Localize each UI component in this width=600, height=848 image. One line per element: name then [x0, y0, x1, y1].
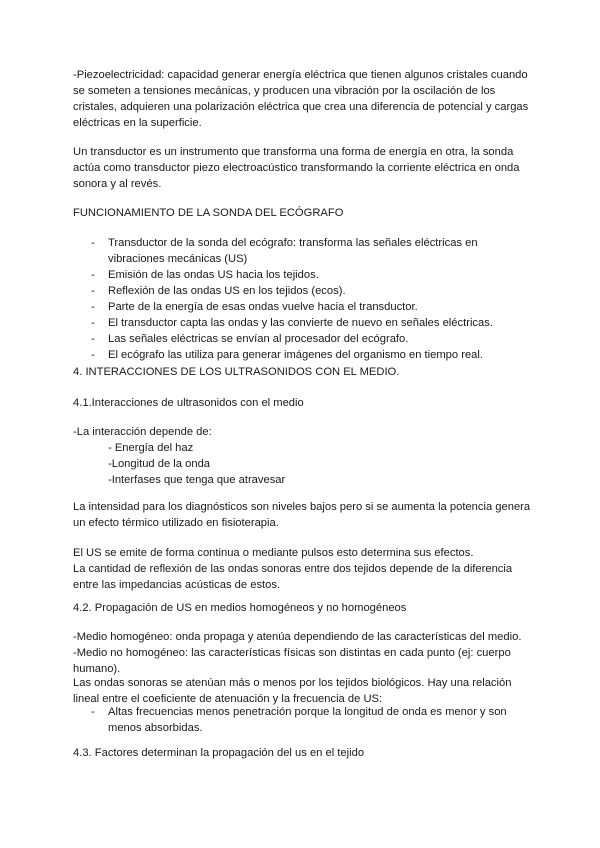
heading-funcionamiento: FUNCIONAMIENTO DE LA SONDA DEL ECÓGRAFO — [73, 207, 344, 219]
list-item — [73, 347, 533, 363]
bullet-dash: - — [91, 333, 95, 345]
bullet-dash: - — [91, 317, 95, 329]
bullet-dash: - — [91, 301, 95, 313]
list-item-text: Parte de la energía de esas ondas vuelve hacia el transductor. — [108, 301, 418, 313]
list-item — [73, 299, 533, 315]
heading-4-2: 4.2. Propagación de US en medios homogéneos y no homogéneos — [73, 602, 407, 614]
bullet-dash: - — [91, 285, 95, 297]
bullet-dash: - — [91, 706, 95, 718]
heading-4-3: 4.3. Factores determinan la propagación del us en el tejido — [73, 747, 365, 759]
heading-interacciones: 4. INTERACCIONES DE LOS ULTRASONIDOS CON EL MEDIO. — [73, 366, 400, 378]
paragraph-us-emite: El US se emite de forma continua o mediante pulsos esto determina sus efectos. — [73, 547, 474, 559]
list-frecuencia — [73, 704, 533, 736]
bullet-dash: - — [91, 349, 95, 361]
interaccion-intro: -La interacción depende de: — [73, 426, 212, 438]
paragraph-piezoelectricidad: -Piezoelectricidad: capacidad generar energía eléctrica que tienen algunos cristales cuando se someten a tensiones mecánicas, y producen una vibración por la oscilación de los cristales, adquieren una polarización eléctrica que crea una diferencia de potencial y cargas eléctricas en la superficie. — [73, 69, 529, 129]
list-item-text: Las señales eléctricas se envían al procesador del ecógrafo. — [108, 333, 409, 345]
paragraph-intensidad: La intensidad para los diagnósticos son niveles bajos pero si se aumenta la potencia genera un efecto térmico utilizado en fisioterapia. — [73, 501, 531, 529]
bullet-dash: - — [91, 269, 95, 281]
list-item — [73, 704, 533, 736]
paragraph-cantidad-reflexion: La cantidad de reflexión de las ondas sonoras entre dos tejidos depende de la diferencia entre las impedancias acústicas de estos. — [73, 563, 513, 591]
list-item — [73, 267, 533, 283]
list-item — [73, 283, 533, 299]
list-item-text: Transductor de la sonda del ecógrafo: transforma las señales eléctricas en vibraciones mecánicas (US) — [108, 237, 478, 265]
paragraph-transductor: Un transductor es un instrumento que transforma una forma de energía en otra, la sonda actúa como transductor piezo electroacústico transformando la corriente eléctrica en onda sonora y al revés. — [73, 146, 520, 190]
interaccion-item: -Longitud de la onda — [108, 458, 211, 470]
list-item-text: Altas frecuencias menos penetración porque la longitud de onda es menor y son menos absorbidas. — [108, 706, 507, 734]
paragraph-medio-no-homogeneo: -Medio no homogéneo: las características físicas son distintas en cada punto (ej: cuerpo humano). — [73, 647, 511, 675]
list-item-text: El ecógrafo las utiliza para generar imágenes del organismo en tiempo real. — [108, 349, 483, 361]
list-item-text: Reflexión de las ondas US en los tejidos (ecos). — [108, 285, 346, 297]
interaccion-item: -Interfases que tenga que atravesar — [108, 474, 286, 486]
list-item — [73, 315, 533, 331]
list-funcionamiento — [73, 235, 533, 363]
list-item-text: El transductor capta las ondas y las convierte de nuevo en señales eléctricas. — [108, 317, 493, 329]
list-item — [73, 331, 533, 347]
list-item-text: Emisión de las ondas US hacia los tejidos. — [108, 269, 319, 281]
heading-4-1: 4.1.Interacciones de ultrasonidos con el medio — [73, 397, 304, 409]
list-item — [73, 235, 533, 267]
bullet-dash: - — [91, 237, 95, 249]
paragraph-ondas-sonoras: Las ondas sonoras se atenúan más o menos por los tejidos biológicos. Hay una relación lineal entre el coeficiente de atenuación y la frecuencia de US: — [73, 677, 512, 705]
paragraph-medio-homogeneo: -Medio homogéneo: onda propaga y atenúa dependiendo de las características del medio. — [73, 631, 522, 643]
interaccion-item: - Energía del haz — [108, 442, 194, 454]
